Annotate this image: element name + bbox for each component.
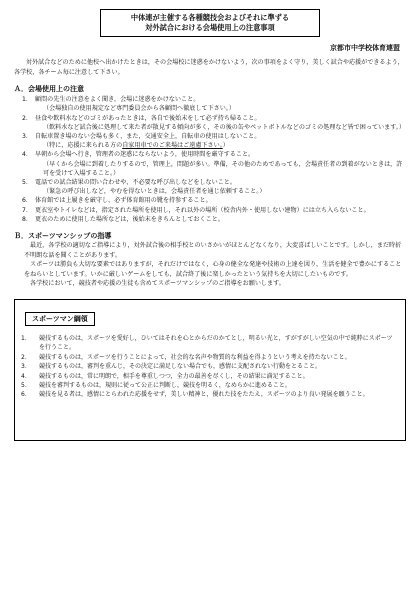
section-a-list [14,95,406,224]
item-text: 競技するものは，審判を重んじ，その決定に満足しない場合でも，感情に支配されない行動をとること。 [39,363,322,371]
section-a-heading: Ａ．会場使用上の注意 [14,85,84,94]
item-text: 更衣室やトイレなどは，指定された場所を使用し，それ以外の場所（校舎内外・使用しない建物）には立ち入らないこと。 [35,206,370,214]
item-number: 4． [22,151,32,159]
item-number: 1． [22,96,32,104]
list-item [21,353,397,362]
section-b-heading: Ｂ．スポーツマンシップの指導 [14,232,112,241]
section-b-paragraph: スポーツは勝負も大切な要素ではありますが，それだけではなく，心身の健全な発達や技術の上達を図り，生活を健全で豊かにすることをねらいとしています。いかに厳しいゲームをしても，試合終了後に楽しかったという気持ちを大切にしたいものです。 [24,261,402,278]
item-note: （会場独自の使用規定など専門委員会から各顧問へ徹底して下さい。） [43,105,235,113]
title-box [100,9,320,37]
list-item [20,206,406,215]
item-text: 競技するものは，スポーツを行うことによって，社会的な名声や物質的な利益を得ようという考えを持たないこと。 [39,353,351,361]
item-text: 早朝から会場へ行き，管理者の迷惑にならないよう，使用時間を厳守すること。 [35,151,255,159]
item-text: 競技を審判するものは，規則に従って公正に判断し，競技を明るく，なめらかに進めること。 [39,382,291,390]
list-item [21,390,397,399]
item-number: 4． [21,372,31,380]
item-text: 体育館では上履きを厳守し，必ず体育館用の靴を持参すること。 [35,197,212,205]
item-text: 競技するものは，スポーツを愛好し，ひいてはそれを心とからだのかてとし，明るい光と，すがすがしい空気の中で純粋にスポーツを行うこと。 [39,335,393,352]
item-text: 自転車置き場のない会場も多く，また，交通安全上，自転車の使用はしないこと。 [35,133,261,140]
title-line-2: 対外試合における会場使用上の注意事項 [145,23,275,32]
item-text: 競技するものは，常に明朗で，相手を尊重しつつ，全力の最善を尽くし，その結果に満足すること。 [39,372,309,380]
charter-heading: スポーツマン綱領 [25,312,95,326]
list-item [21,381,397,390]
item-note: （緊急の呼び出しなど，やむを得ないときは，会場責任者を通じ依頼すること。） [43,188,266,196]
item-text: 競技を見る者は，感情にとらわれた応援をせず，美しい精神と，優れた技をたたえ，スポーツのより良い発展を願うこと。 [39,391,369,399]
item-number: 3． [21,363,31,371]
list-item [20,132,406,150]
charter-list [21,334,397,400]
item-number: 5． [21,382,31,390]
item-number: 6． [21,391,31,399]
item-text: 電話での試合結果の問い合わせや，不必要な呼び出しなどをしないこと。 [35,179,236,187]
section-b-paragraph: 最近，各学校の適切なご指導により，対外試合後の相手校とのいさかいがほとんどなくなり，大変喜ばしいことです。しかし，まだ時折不明朗な話を聞くことがあります。 [24,242,402,259]
item-text: 更衣のために使用した場所などは，後始末をきちんとしておくこと。 [35,215,224,223]
item-text: 昼食や飲料水などのゴミがあったときは，各自で後始末をして必ず持ち帰ること。 [35,114,261,122]
item-number: 6． [22,197,32,205]
list-item [20,95,406,113]
item-text: 顧問の先生の注意をよく聞き，会場に迷惑をかけないこと。 [35,96,200,104]
item-number: 8． [22,215,32,223]
item-number: 5． [22,179,32,187]
organization-name: 京都市中学校体育連盟 [330,44,400,52]
section-b-paragraph: 各学校において，競技者や応援の生徒も含めてスポーツマンシップのご指導をお願いします。 [30,280,285,288]
item-number: 2． [22,114,32,122]
list-item [20,215,406,224]
document-page [0,9,420,594]
list-item [21,372,397,381]
list-item [21,362,397,371]
title-line-1: 中体連が主催する各種競技会およびそれに準ずる [130,13,290,22]
item-number: 3． [22,133,32,140]
item-number: 7． [22,206,32,214]
underlined-request: 自家用車でのご来場はご遠慮下さい。 [122,142,223,150]
item-note: （飲料水など試合後に処理して来た者が散見する傾向が多く，その後の缶やペットボトルなどのゴミの処理など皆で困っています。） [43,123,405,131]
sportsman-charter-box [14,299,406,441]
intro-paragraph: 対外試合などのために他校へ出かけたときは，その会場校に迷惑をかけないよう，次の事項をよく守り，美しく試合や応援ができるよう，各学校，各チーム毎に注意して下さい。 [14,59,404,76]
item-number: 2． [21,353,31,361]
list-item [21,334,397,353]
list-item [20,178,406,196]
item-number: 1． [21,335,31,342]
list-item [20,114,406,132]
list-item [20,150,406,178]
item-note: （早くから会場に到着したりするので，管理上，問題が多い。準備，その他のためであっても，会場責任者の到着がないときは，許可を受けて入場すること。） [43,160,403,177]
item-note: （特に，応援に来られる方の自家用車でのご来場はご遠慮下さい。） [43,142,229,150]
list-item [20,196,406,205]
